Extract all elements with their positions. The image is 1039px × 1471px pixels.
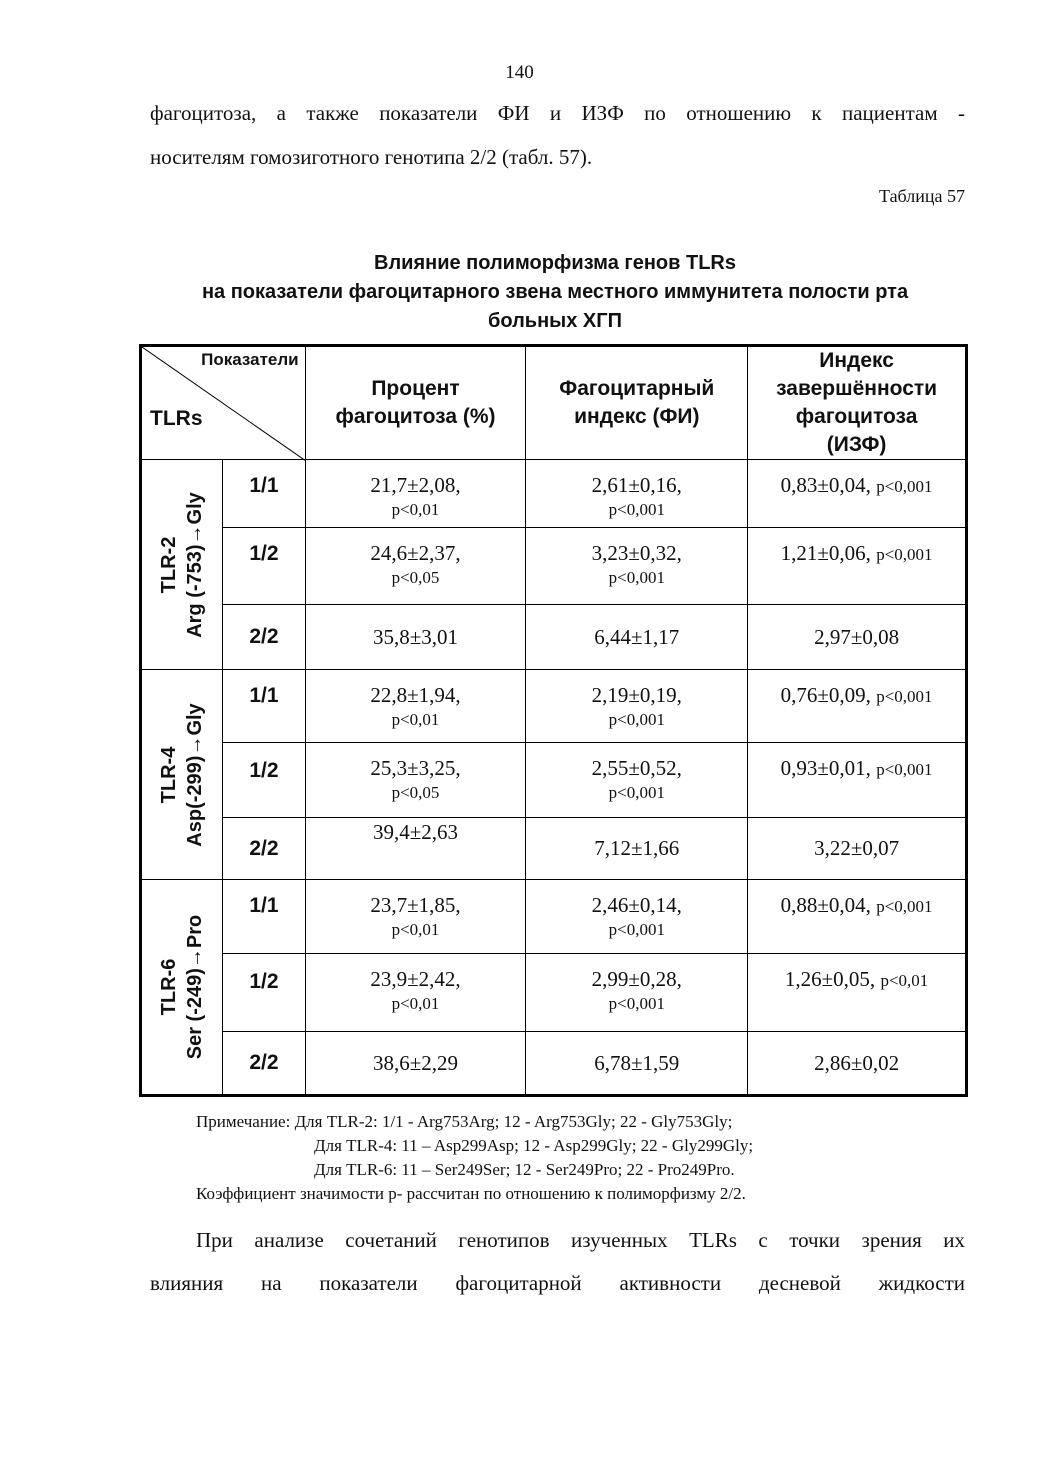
outro-line-2: влияния на показатели фагоцитарной активности десневой жидкости	[150, 1271, 965, 1295]
percent-cell: 23,7±1,85, p<0,01	[305, 880, 526, 954]
genotype-cell: 2/2	[223, 818, 305, 880]
percent-cell: 35,8±3,01	[305, 605, 526, 670]
genotype-cell: 2/2	[223, 605, 305, 670]
group-label-tlr4	[141, 670, 223, 880]
table-caption: Таблица 57	[879, 186, 965, 206]
izf-cell: 0,76±0,09, p<0,001	[748, 670, 967, 743]
note-line-2: Для TLR-4: 11 – Asp299Asp; 12 - Asp299Gly; 22 - Gly299Gly;	[314, 1136, 754, 1155]
fi-cell: 2,55±0,52, p<0,001	[526, 743, 748, 818]
percent-cell: 23,9±2,42, p<0,01	[305, 954, 526, 1032]
outro-line-1: При анализе сочетаний генотипов изученных TLRs с точки зрения их	[196, 1228, 965, 1252]
table-title-line-1: Влияние полиморфизма генов TLRs	[374, 252, 736, 274]
group-name: TLR-2	[158, 536, 181, 593]
note-line-4: Коэффициент значимости р- рассчитан по отношению к полиморфизму 2/2.	[196, 1184, 746, 1203]
izf-cell: 3,22±0,07	[748, 818, 967, 880]
percent-cell: 22,8±1,94, p<0,01	[305, 670, 526, 743]
results-table	[139, 344, 968, 1097]
percent-cell: 21,7±2,08, p<0,01	[305, 460, 526, 528]
intro-line-1: фагоцитоза, а также показатели ФИ и ИЗФ по отношению к пациентам -	[150, 101, 965, 125]
corner-header-cell	[141, 346, 306, 460]
note-line-1: Примечание: Для TLR-2: 1/1 - Arg753Arg; 12 - Arg753Gly; 22 - Gly753Gly;	[196, 1112, 733, 1131]
izf-cell: 0,83±0,04, p<0,001	[748, 460, 967, 528]
genotype-cell: 1/1	[223, 670, 305, 743]
genotype-cell: 1/1	[223, 460, 305, 528]
page-number: 140	[505, 62, 534, 83]
izf-cell: 2,86±0,02	[748, 1032, 967, 1096]
fi-cell: 2,61±0,16, p<0,001	[526, 460, 748, 528]
table-row	[141, 880, 967, 954]
col-header-percent: Процент фагоцитоза (%)	[305, 346, 526, 460]
fi-cell: 3,23±0,32, p<0,001	[526, 528, 748, 605]
izf-cell: 2,97±0,08	[748, 605, 967, 670]
table-row	[141, 460, 967, 528]
izf-cell: 1,21±0,06, p<0,001	[748, 528, 967, 605]
note-line-3: Для TLR-6: 11 – Ser249Ser; 12 - Ser249Pro; 22 - Pro249Pro.	[314, 1160, 735, 1179]
percent-cell: 25,3±3,25, p<0,05	[305, 743, 526, 818]
fi-cell: 7,12±1,66	[526, 818, 748, 880]
header-row	[141, 346, 967, 460]
group-variant: Asp(-299)→Gly	[184, 702, 207, 847]
table-row	[141, 818, 967, 880]
corner-header-bottom: TLRs	[150, 407, 203, 430]
col-header-fi: Фагоцитарный индекс (ФИ)	[526, 346, 748, 460]
genotype-cell: 1/1	[223, 880, 305, 954]
fi-cell: 2,46±0,14, p<0,001	[526, 880, 748, 954]
percent-cell: 24,6±2,37, p<0,05	[305, 528, 526, 605]
group-variant: Ser (-249)→Pro	[184, 914, 207, 1060]
table-row	[141, 605, 967, 670]
table-title-line-2: на показатели фагоцитарного звена местного иммунитета полости рта	[201, 281, 909, 303]
corner-header-top: Показатели	[201, 350, 299, 369]
fi-cell: 2,99±0,28, p<0,001	[526, 954, 748, 1032]
izf-cell: 0,93±0,01, p<0,001	[748, 743, 967, 818]
group-label-tlr6	[141, 880, 223, 1096]
izf-cell: 0,88±0,04, p<0,001	[748, 880, 967, 954]
table-row	[141, 670, 967, 743]
genotype-cell: 1/2	[223, 528, 305, 605]
izf-cell: 1,26±0,05, p<0,01	[748, 954, 967, 1032]
genotype-cell: 2/2	[223, 1032, 305, 1096]
group-variant: Arg (-753)→Gly	[184, 491, 207, 638]
table-row	[141, 528, 967, 605]
table-row	[141, 954, 967, 1032]
group-label-tlr2	[141, 460, 223, 670]
intro-line-2: носителям гомозиготного генотипа 2/2 (табл. 57).	[150, 145, 593, 169]
fi-cell: 6,44±1,17	[526, 605, 748, 670]
col-header-izf: Индекс завершённости фагоцитоза (ИЗФ)	[748, 346, 967, 460]
percent-cell: 39,4±2,63	[305, 818, 526, 880]
percent-cell: 38,6±2,29	[305, 1032, 526, 1096]
fi-cell: 2,19±0,19, p<0,001	[526, 670, 748, 743]
genotype-cell: 1/2	[223, 954, 305, 1032]
fi-cell: 6,78±1,59	[526, 1032, 748, 1096]
genotype-cell: 1/2	[223, 743, 305, 818]
table-row	[141, 1032, 967, 1096]
group-name: TLR-4	[158, 746, 181, 803]
group-name: TLR-6	[158, 958, 181, 1016]
table-row	[141, 743, 967, 818]
table-title-line-3: больных ХГП	[488, 310, 622, 332]
